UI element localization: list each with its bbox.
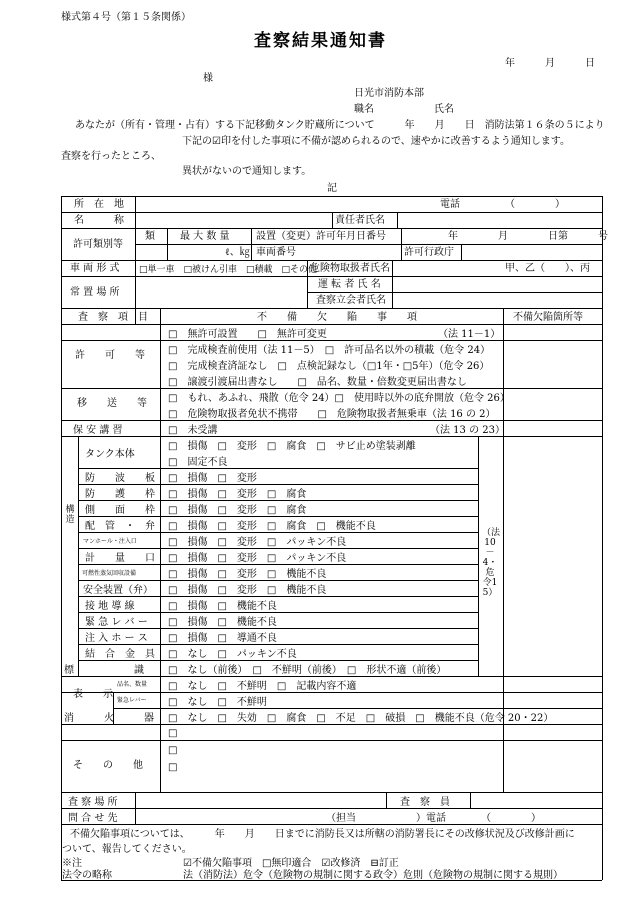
structure-items-row-1: □ 損傷 □ 変形 □ 腐食 □ サビ止め塗装剥離 [168, 441, 416, 452]
structure-items-row-12: □ 損傷 □ 機能不良 [168, 617, 277, 628]
structure-items-row-13: □ 損傷 □ 導通不良 [168, 633, 277, 644]
rule [392, 260, 393, 308]
structure-items-row-6: □ 損傷 □ 変形 □ 腐食 □ 機能不良 [168, 521, 376, 532]
abbreviation-label: 法令の略称 [62, 870, 112, 881]
rule [461, 244, 462, 260]
rule [78, 436, 79, 676]
structure-label-row-7: マンホール・注入口 [83, 538, 137, 545]
office-name: 日光市消防本部 [354, 88, 424, 99]
rule [61, 228, 602, 229]
rule [470, 792, 471, 808]
permit-agency-label: 許可行政庁 [404, 247, 454, 258]
rule [61, 340, 602, 341]
handler-label: 危険物取扱者氏名 [310, 263, 390, 274]
body-line-3: 査察を行ったところ、 [61, 151, 161, 162]
rule [61, 308, 602, 309]
defect-place-header: 不備欠陥箇所等 [513, 312, 583, 323]
rule [61, 436, 602, 437]
structure-label-row-13: 注 入 ホ ー ス [85, 633, 148, 644]
table-border-right [602, 196, 603, 880]
structure-label-row-5: 側 面 枠 [85, 505, 155, 516]
rule [478, 436, 479, 676]
transfer-row-1: □ もれ、あふれ、飛散（危令 24）□ 使用時以外の底弁開放（危令 26） [168, 393, 510, 404]
vehicle-type-label: 車 両 形 式 [70, 263, 120, 274]
rule [78, 612, 478, 613]
structure-label-row-9: 可燃性蒸気回収設備 [82, 570, 137, 577]
vehicle-number-label: 車両番号 [256, 247, 296, 258]
display-sub-label-2: 緊急レバー [117, 697, 147, 704]
handler-class: 甲、乙（ ）、丙 [505, 263, 590, 274]
permit-label: 許 可 等 [75, 350, 145, 361]
defect-header: 不 備 欠 陥 事 項 [257, 312, 417, 323]
transfer-row-2: □ 危険物取扱者免状不携帯 □ 危険物取扱者無乗車（法 16 の 2） [168, 409, 496, 420]
structure-items-row-11: □ 損傷 □ 機能不良 [168, 601, 277, 612]
table-border-left [61, 196, 62, 880]
structure-label-row-14: 結 合 金 具 [85, 649, 155, 660]
page-title: 査察結果通知書 [254, 31, 387, 51]
rule [135, 792, 136, 824]
inspection-item-header: 査 察 項 目 [78, 312, 148, 323]
location-label: 所 在 地 [74, 199, 124, 210]
structure-label-row-3: 防 波 板 [85, 473, 155, 484]
structure-items-row-3: □ 損傷 □ 変形 [168, 473, 257, 484]
display-label: 表 示 [73, 689, 113, 700]
rule [307, 292, 602, 293]
manager-label: 責任者氏名 [335, 215, 385, 226]
table-border-top [61, 196, 602, 197]
parking-label: 常 置 場 所 [70, 287, 120, 298]
structure-items-row-5: □ 損傷 □ 変形 □ 腐食 [168, 505, 307, 516]
rule [135, 244, 602, 245]
fire-extinguisher-label: 消 火 器 [64, 713, 154, 724]
security-label: 保 安 講 習 [73, 425, 123, 436]
body-line-4: 異状がないので通知します。 [182, 166, 312, 177]
display-sub-label-1: 品名、数量 [117, 681, 148, 688]
fire-extinguisher-row: □ なし □ 失効 □ 腐食 □ 不足 □ 破損 □ 機能不良（危令 20・22） [168, 713, 554, 724]
form-number: 様式第４号（第１５条関係） [61, 12, 191, 23]
rule [61, 276, 602, 277]
permit-row-4: □ 譲渡引渡届出書なし □ 品名、数量・倍数変更届出書なし [168, 377, 467, 388]
rule [61, 740, 602, 741]
inspector-label: 査 察 員 [400, 797, 450, 808]
sign-row: □ なし（前後） □ 不鮮明（前後） □ 形状不適（前後） [168, 665, 447, 676]
body-line-2: 下記の☑印を付した事項に不備が認められるので、速やかに改善するよう通知します。 [182, 136, 570, 147]
display-row-2: □ なし □ 不鮮明 [168, 697, 267, 708]
structure-label-row-1: タンク本体 [85, 449, 135, 460]
rule [251, 228, 252, 260]
sign-label: 標 識 [64, 665, 144, 676]
structure-items-row-9: □ 損傷 □ 変形 □ 機能不良 [168, 569, 327, 580]
other-checkbox-1[interactable]: □ [168, 728, 178, 739]
permit-row-1: □ 無許可設置 □ 無許可変更 [168, 329, 327, 340]
contact-label: 問 合 せ 先 [68, 813, 118, 824]
name-label: 名 称 [74, 215, 124, 226]
abbreviation-value: 法（消防法）危令（危険物の規制に関する政令）危則（危険物の規制に関する規則） [183, 870, 563, 881]
structure-label-row-12: 緊 急 レ バ ー [85, 617, 148, 628]
officer-name: 職名 氏名 [354, 104, 454, 115]
structure-label-row-10: 安全装置（弁） [83, 585, 153, 596]
transfer-label: 移 送 等 [77, 398, 147, 409]
permit-row-2: □ 完成検査前使用（法 11－5） □ 許可品名以外の積載（危令 24） [168, 345, 491, 356]
security-row-law: （法 13 の 23） [430, 425, 505, 436]
note-line-1: 不備欠陥事項については、 年 月 日までに消防長又は所轄の消防署長にその改修状況及び改修計画に [70, 829, 575, 840]
date-number-field: 年 月 日第 号 [448, 231, 608, 242]
note-legend: ☑不備欠陥事項 □無印適合 ☑改修済 ⊟訂正 [183, 858, 399, 869]
rule [61, 324, 602, 325]
rule [167, 228, 168, 260]
rule [61, 808, 602, 809]
note-line-2: ついて、報告してください。 [62, 844, 192, 855]
rule [78, 468, 478, 469]
other-label: そ の 他 [73, 760, 143, 771]
other-checkbox-3[interactable]: □ [168, 762, 178, 773]
structure-items-row-14: □ なし □ パッキン不良 [168, 649, 297, 660]
phone-label: 電話 （ ） [440, 199, 565, 210]
rule [135, 196, 136, 324]
rule [61, 260, 602, 261]
vehicle-type-options: □単一車 □被けん引車 □積載 □その他 [139, 265, 318, 275]
recipient-suffix: 様 [203, 73, 213, 84]
ki-label: 記 [327, 183, 337, 194]
structure-label-row-8: 計 量 口 [85, 553, 155, 564]
rule [332, 212, 333, 228]
rule [386, 792, 387, 808]
structure-items-row-2: □ 固定不良 [168, 457, 228, 468]
rule [397, 212, 398, 228]
structure-law-vertical: （法10－4・危令15） [482, 528, 501, 598]
contact-value: （担当 ）電話 （ ） [326, 813, 541, 824]
security-row: □ 未受講 [168, 425, 218, 436]
max-qty-label: 最 大 数 量 [180, 231, 230, 242]
driver-label: 運 転 者 氏 名 [318, 279, 381, 290]
structure-items-row-8: □ 損傷 □ 変形 □ パッキン不良 [168, 553, 347, 564]
note-label: ※注 [62, 858, 82, 869]
rule [401, 228, 402, 260]
structure-label-row-4: 防 護 枠 [85, 489, 155, 500]
display-row-1: □ なし □ 不鮮明 □ 記載内容不適 [168, 681, 357, 692]
unit-label: ℓ、㎏ [225, 247, 250, 258]
structure-items-row-4: □ 損傷 □ 変形 □ 腐食 [168, 489, 307, 500]
kind-label: 類 [145, 231, 155, 242]
permit-type-label: 許可類別等 [73, 239, 123, 250]
permit-row-3: □ 完成検査済証なし □ 点検記録なし（□1年・□5年）（危令 26） [168, 361, 490, 372]
inspection-place-label: 査 察 場 所 [68, 797, 118, 808]
issue-date: 年 月 日 [505, 58, 595, 69]
permit-row-1-law: （法 11－1） [438, 329, 501, 340]
body-line-1: あなたが（所有・管理・占有）する下記移動タンク貯蔵所について 年 月 日 消防法第１６条の５により [75, 120, 605, 131]
structure-label-row-11: 接 地 導 線 [85, 601, 135, 612]
rule [160, 308, 161, 792]
structure-label-row-6: 配 管 ・ 弁 [85, 521, 155, 532]
other-checkbox-2[interactable]: □ [168, 745, 178, 756]
witness-label: 査察立会者氏名 [316, 295, 386, 306]
structure-items-row-7: □ 損傷 □ 変形 □ パッキン不良 [168, 537, 347, 548]
set-date-label: 設置（変更）許可年月日番号 [256, 231, 386, 242]
structure-label: 構 造 [65, 505, 84, 525]
structure-items-row-10: □ 損傷 □ 変形 □ 機能不良 [168, 585, 327, 596]
rule [61, 792, 602, 793]
